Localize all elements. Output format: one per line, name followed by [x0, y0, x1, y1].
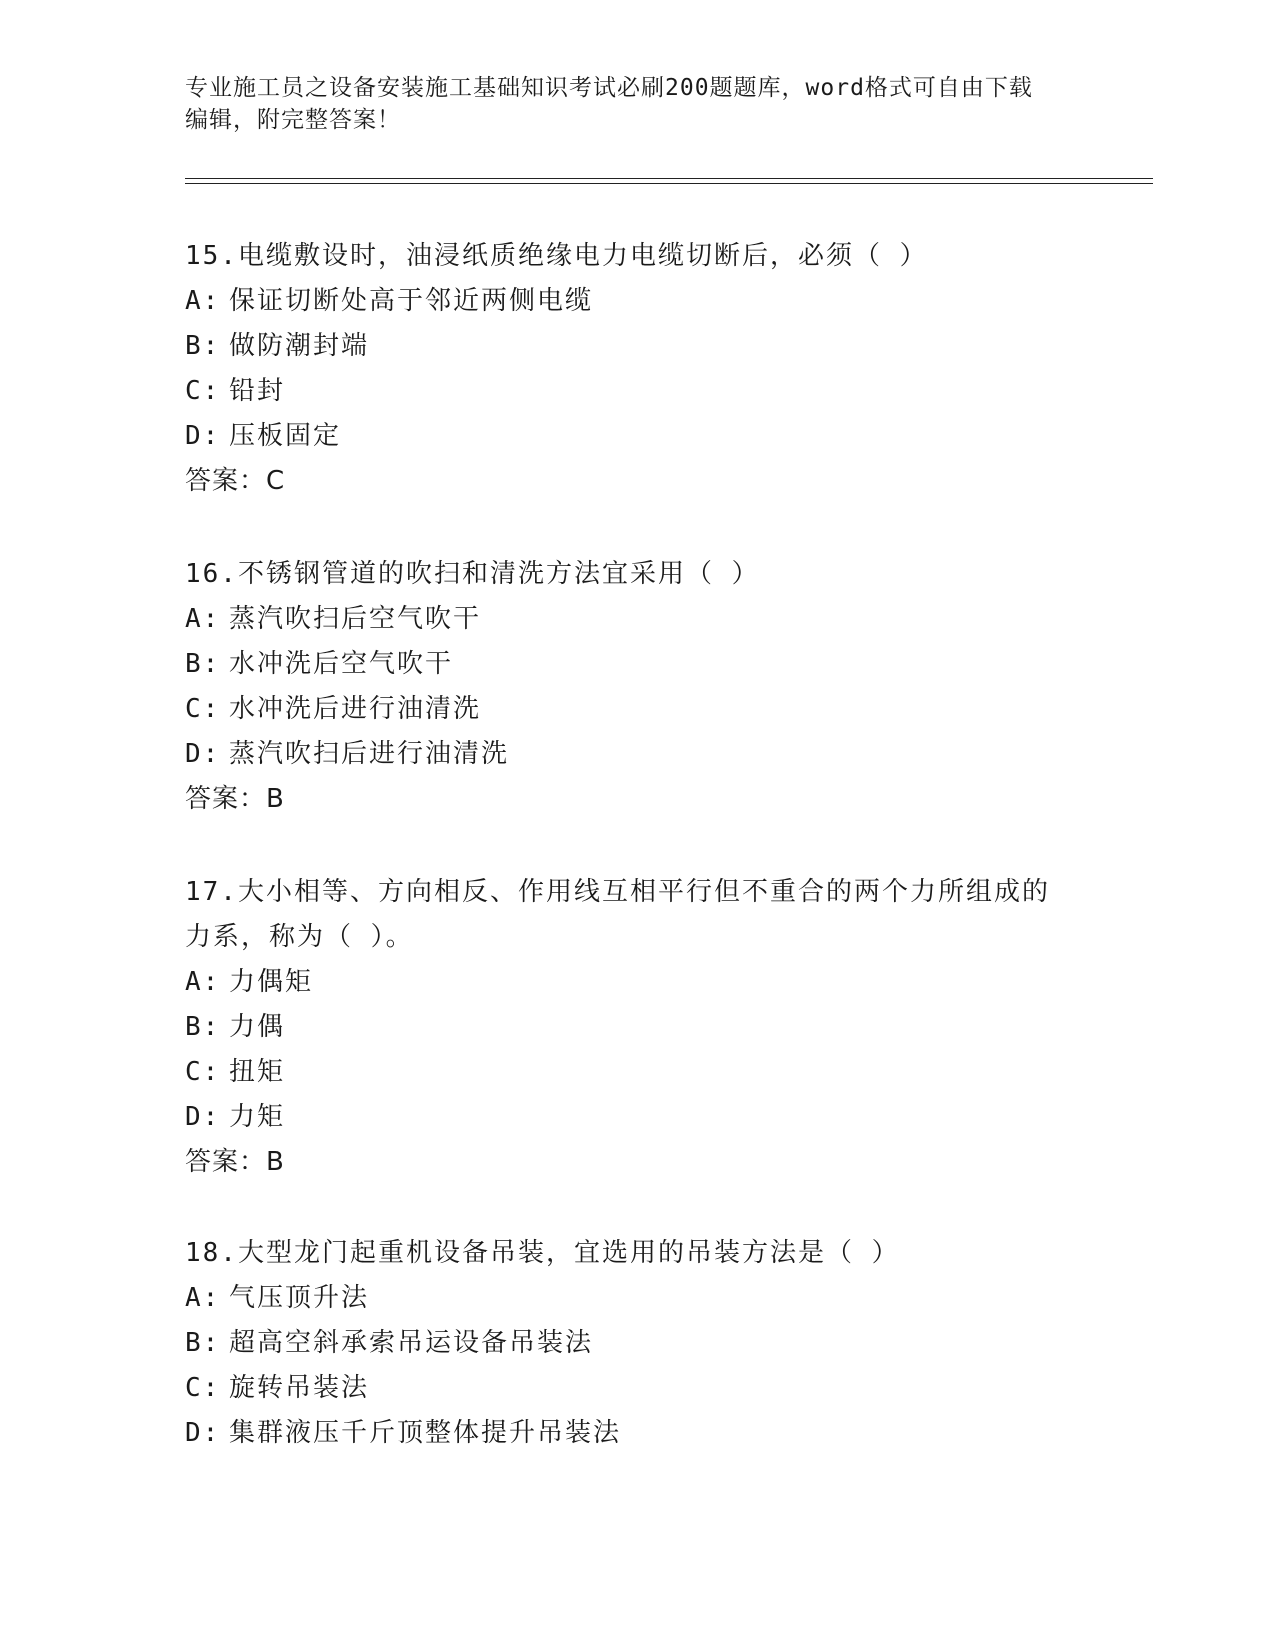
option-letter: C:: [185, 694, 221, 724]
option-a: [185, 279, 1085, 324]
option-b: [185, 642, 1085, 687]
option-c: [185, 687, 1085, 732]
answer: 答案：C: [185, 466, 286, 496]
option-d: [185, 732, 1085, 777]
option-b: [185, 1005, 1085, 1050]
option-letter: B:: [185, 1012, 221, 1042]
option-c: [185, 369, 1085, 414]
option-a: [185, 597, 1085, 642]
answer: 答案：B: [185, 1147, 285, 1177]
option-d: [185, 414, 1085, 459]
question-stem: 18.大型龙门起重机设备吊装，宜选用的吊装方法是（ ）: [185, 1238, 900, 1268]
option-b: [185, 324, 1085, 369]
option-text: 铅封: [229, 376, 286, 406]
option-letter: C:: [185, 376, 221, 406]
option-letter: D:: [185, 1102, 221, 1132]
option-letter: C:: [185, 1373, 221, 1403]
option-letter: D:: [185, 1418, 221, 1448]
option-c: [185, 1366, 1085, 1411]
option-text: 水冲洗后进行油清洗: [229, 694, 482, 724]
option-text: 力偶: [229, 1012, 286, 1042]
option-letter: C:: [185, 1057, 221, 1087]
option-letter: B:: [185, 1328, 221, 1358]
option-text: 压板固定: [229, 421, 342, 451]
option-letter: A:: [185, 604, 221, 634]
option-text: 扭矩: [229, 1057, 286, 1087]
question-17: [185, 870, 1085, 1185]
option-letter: A:: [185, 967, 221, 997]
option-text: 超高空斜承索吊运设备吊装法: [229, 1328, 594, 1358]
option-d: [185, 1411, 1085, 1456]
question-stem-line-1: 17.大小相等、方向相反、作用线互相平行但不重合的两个力所组成的: [185, 877, 1050, 907]
option-d: [185, 1095, 1085, 1140]
option-letter: B:: [185, 331, 221, 361]
option-letter: D:: [185, 739, 221, 769]
option-text: 力矩: [229, 1102, 286, 1132]
option-text: 保证切断处高于邻近两侧电缆: [229, 286, 594, 316]
option-letter: A:: [185, 1283, 221, 1313]
option-text: 蒸汽吹扫后进行油清洗: [229, 739, 510, 769]
header-line-1: 专业施工员之设备安装施工基础知识考试必刷200题题库，word格式可自由下载: [185, 75, 1033, 101]
option-b: [185, 1321, 1085, 1366]
option-c: [185, 1050, 1085, 1095]
option-text: 做防潮封端: [229, 331, 370, 361]
question-stem-line-2: 力系，称为（ ）。: [185, 922, 414, 952]
question-16: [185, 552, 1085, 822]
answer: 答案：B: [185, 784, 285, 814]
option-text: 集群液压千斤顶整体提升吊装法: [229, 1418, 622, 1448]
option-text: 水冲洗后空气吹干: [229, 649, 454, 679]
header-divider-bottom: [185, 183, 1153, 184]
question-stem: 16.不锈钢管道的吹扫和清洗方法宜采用（ ）: [185, 559, 760, 589]
header-divider-top: [185, 178, 1153, 179]
document-header: [185, 72, 1065, 136]
question-18: [185, 1231, 1085, 1456]
header-line-2: 编辑，附完整答案！: [185, 107, 401, 133]
option-letter: D:: [185, 421, 221, 451]
question-15: [185, 234, 1085, 504]
option-text: 旋转吊装法: [229, 1373, 370, 1403]
option-text: 气压顶升法: [229, 1283, 370, 1313]
option-a: [185, 960, 1085, 1005]
option-a: [185, 1276, 1085, 1321]
option-letter: B:: [185, 649, 221, 679]
option-text: 力偶矩: [229, 967, 314, 997]
option-letter: A:: [185, 286, 221, 316]
option-text: 蒸汽吹扫后空气吹干: [229, 604, 482, 634]
question-stem: 15.电缆敷设时，油浸纸质绝缘电力电缆切断后，必须（ ）: [185, 241, 928, 271]
